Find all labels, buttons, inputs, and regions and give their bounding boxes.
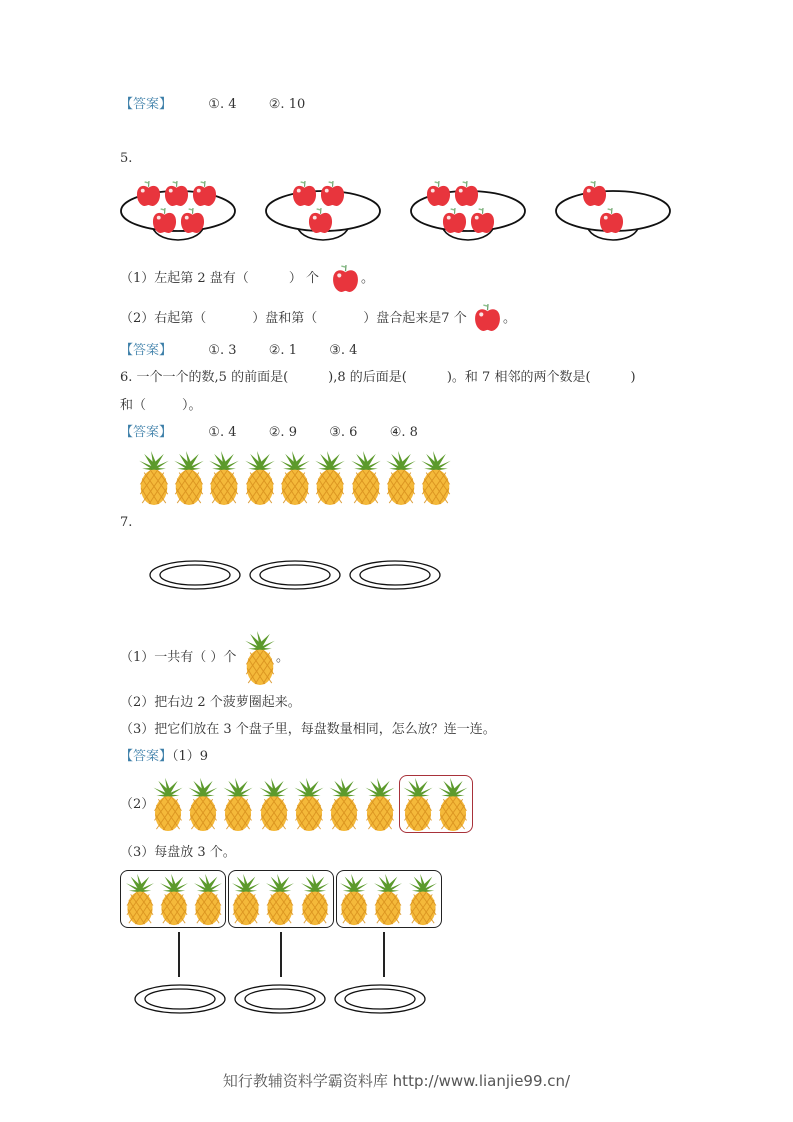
apple-icon [332,264,359,293]
apple-icon [164,180,189,207]
pineapple-icon [315,449,345,506]
apple-icon [192,180,217,207]
empty-plates-row [148,559,448,593]
pineapple-icon [231,872,261,926]
pineapple-icon [300,872,330,926]
q7-sub3: （3）把它们放在 3 个盘子里，每盘数量相同，怎么放？连一连。 [120,722,496,737]
q6-line1: 6. 一个一个的数,5 的前面是( ),8 的后面是( )。和 7 相邻的两个数是( ) [120,370,636,385]
pineapple-icon [188,776,218,832]
pineapple-icon [329,776,359,832]
apple-icon [582,180,607,207]
pineapple-icon [159,872,189,926]
pineapple-icon [373,872,403,926]
pineapple-icon [339,872,369,926]
pineapple-group-2 [228,870,334,928]
apple-plate-4 [553,178,673,243]
q7-sub1: （1）一共有（ ）个 [120,650,237,665]
answer-row-q4 [120,97,305,113]
apple-plate-3 [408,178,528,243]
q5-sub1: （1）左起第 2 盘有（ ） 个 [120,271,319,286]
apple-icon [442,207,467,234]
apple-icon [136,180,161,207]
answer-row-q5: 【答案】 ①. 3 ②. 1 ③. 4 [120,343,358,358]
pineapple-icon [408,872,438,926]
apple-icon [308,207,333,234]
apple-plate-1 [118,178,238,243]
plate-icon [148,559,242,591]
answer-row-q6: 【答案】 ①. 4 ②. 9 ③. 6 ④. 8 [120,425,418,440]
apple-plate-2 [263,178,383,243]
apple-icon [454,180,479,207]
pineapple-group-1 [120,870,226,928]
apple-icon [599,207,624,234]
pineapple-icon [193,872,223,926]
apple-icon [470,207,495,234]
plate-icon [333,983,427,1015]
pineapple-icon [386,449,416,506]
q5-sub2: （2）右起第（ ）盘和第（ ）盘合起来是7 个 [120,311,467,326]
plate-icon [233,983,327,1015]
answer-item: ①. 4 [208,97,237,112]
pineapple-icon [351,449,381,506]
pineapple-icon [280,449,310,506]
pineapple-icon [265,872,295,926]
q7-answer-part2-label: （2） [120,797,155,812]
footer-watermark: 知行教辅资料学霸资料库 http://www.lianjie99.cn/ [222,1072,571,1090]
pineapple-icon [245,449,275,506]
question-number: 5. [120,151,133,166]
connector-line [280,932,282,977]
apple-icon [180,207,205,234]
pineapple-icon [245,629,275,686]
answer-label: 【答案】 [120,749,173,764]
answer-item: ②. 10 [268,97,306,112]
pineapple-icon [223,776,253,832]
apple-icon [474,303,501,332]
pineapple-group-3 [336,870,442,928]
pineapple-icon [365,776,395,832]
pineapple-row [139,449,459,507]
pineapple-icon [421,449,451,506]
pineapple-icon [125,872,155,926]
plate-icon [248,559,342,591]
apple-icon [292,180,317,207]
apple-icon [320,180,345,207]
q7-answer-part3: （3）每盘放 3 个。 [120,845,236,860]
pineapple-icon [209,449,239,506]
answer-row-q7: 【答案】（1）9 [120,749,209,764]
connector-line [383,932,385,977]
pineapple-icon [153,776,183,832]
answer-label: 【答案】 [120,97,173,112]
apple-icon [426,180,451,207]
question-number: 7. [120,515,133,530]
pineapple-icon [294,776,324,832]
connector-line [178,932,180,977]
circled-pineapples-highlight [399,775,473,833]
pineapple-icon [139,449,169,506]
q6-line2: 和（ ）。 [120,398,202,413]
q7-sub2: （2）把右边 2 个菠萝圈起来。 [120,695,301,710]
pineapple-icon [259,776,289,832]
apple-icon [152,207,177,234]
pineapple-icon [174,449,204,506]
plate-icon [348,559,442,591]
answer-plates-row [133,983,433,1015]
plate-icon [133,983,227,1015]
answer-label: 【答案】 [120,425,173,440]
answer-label: 【答案】 [120,343,173,358]
